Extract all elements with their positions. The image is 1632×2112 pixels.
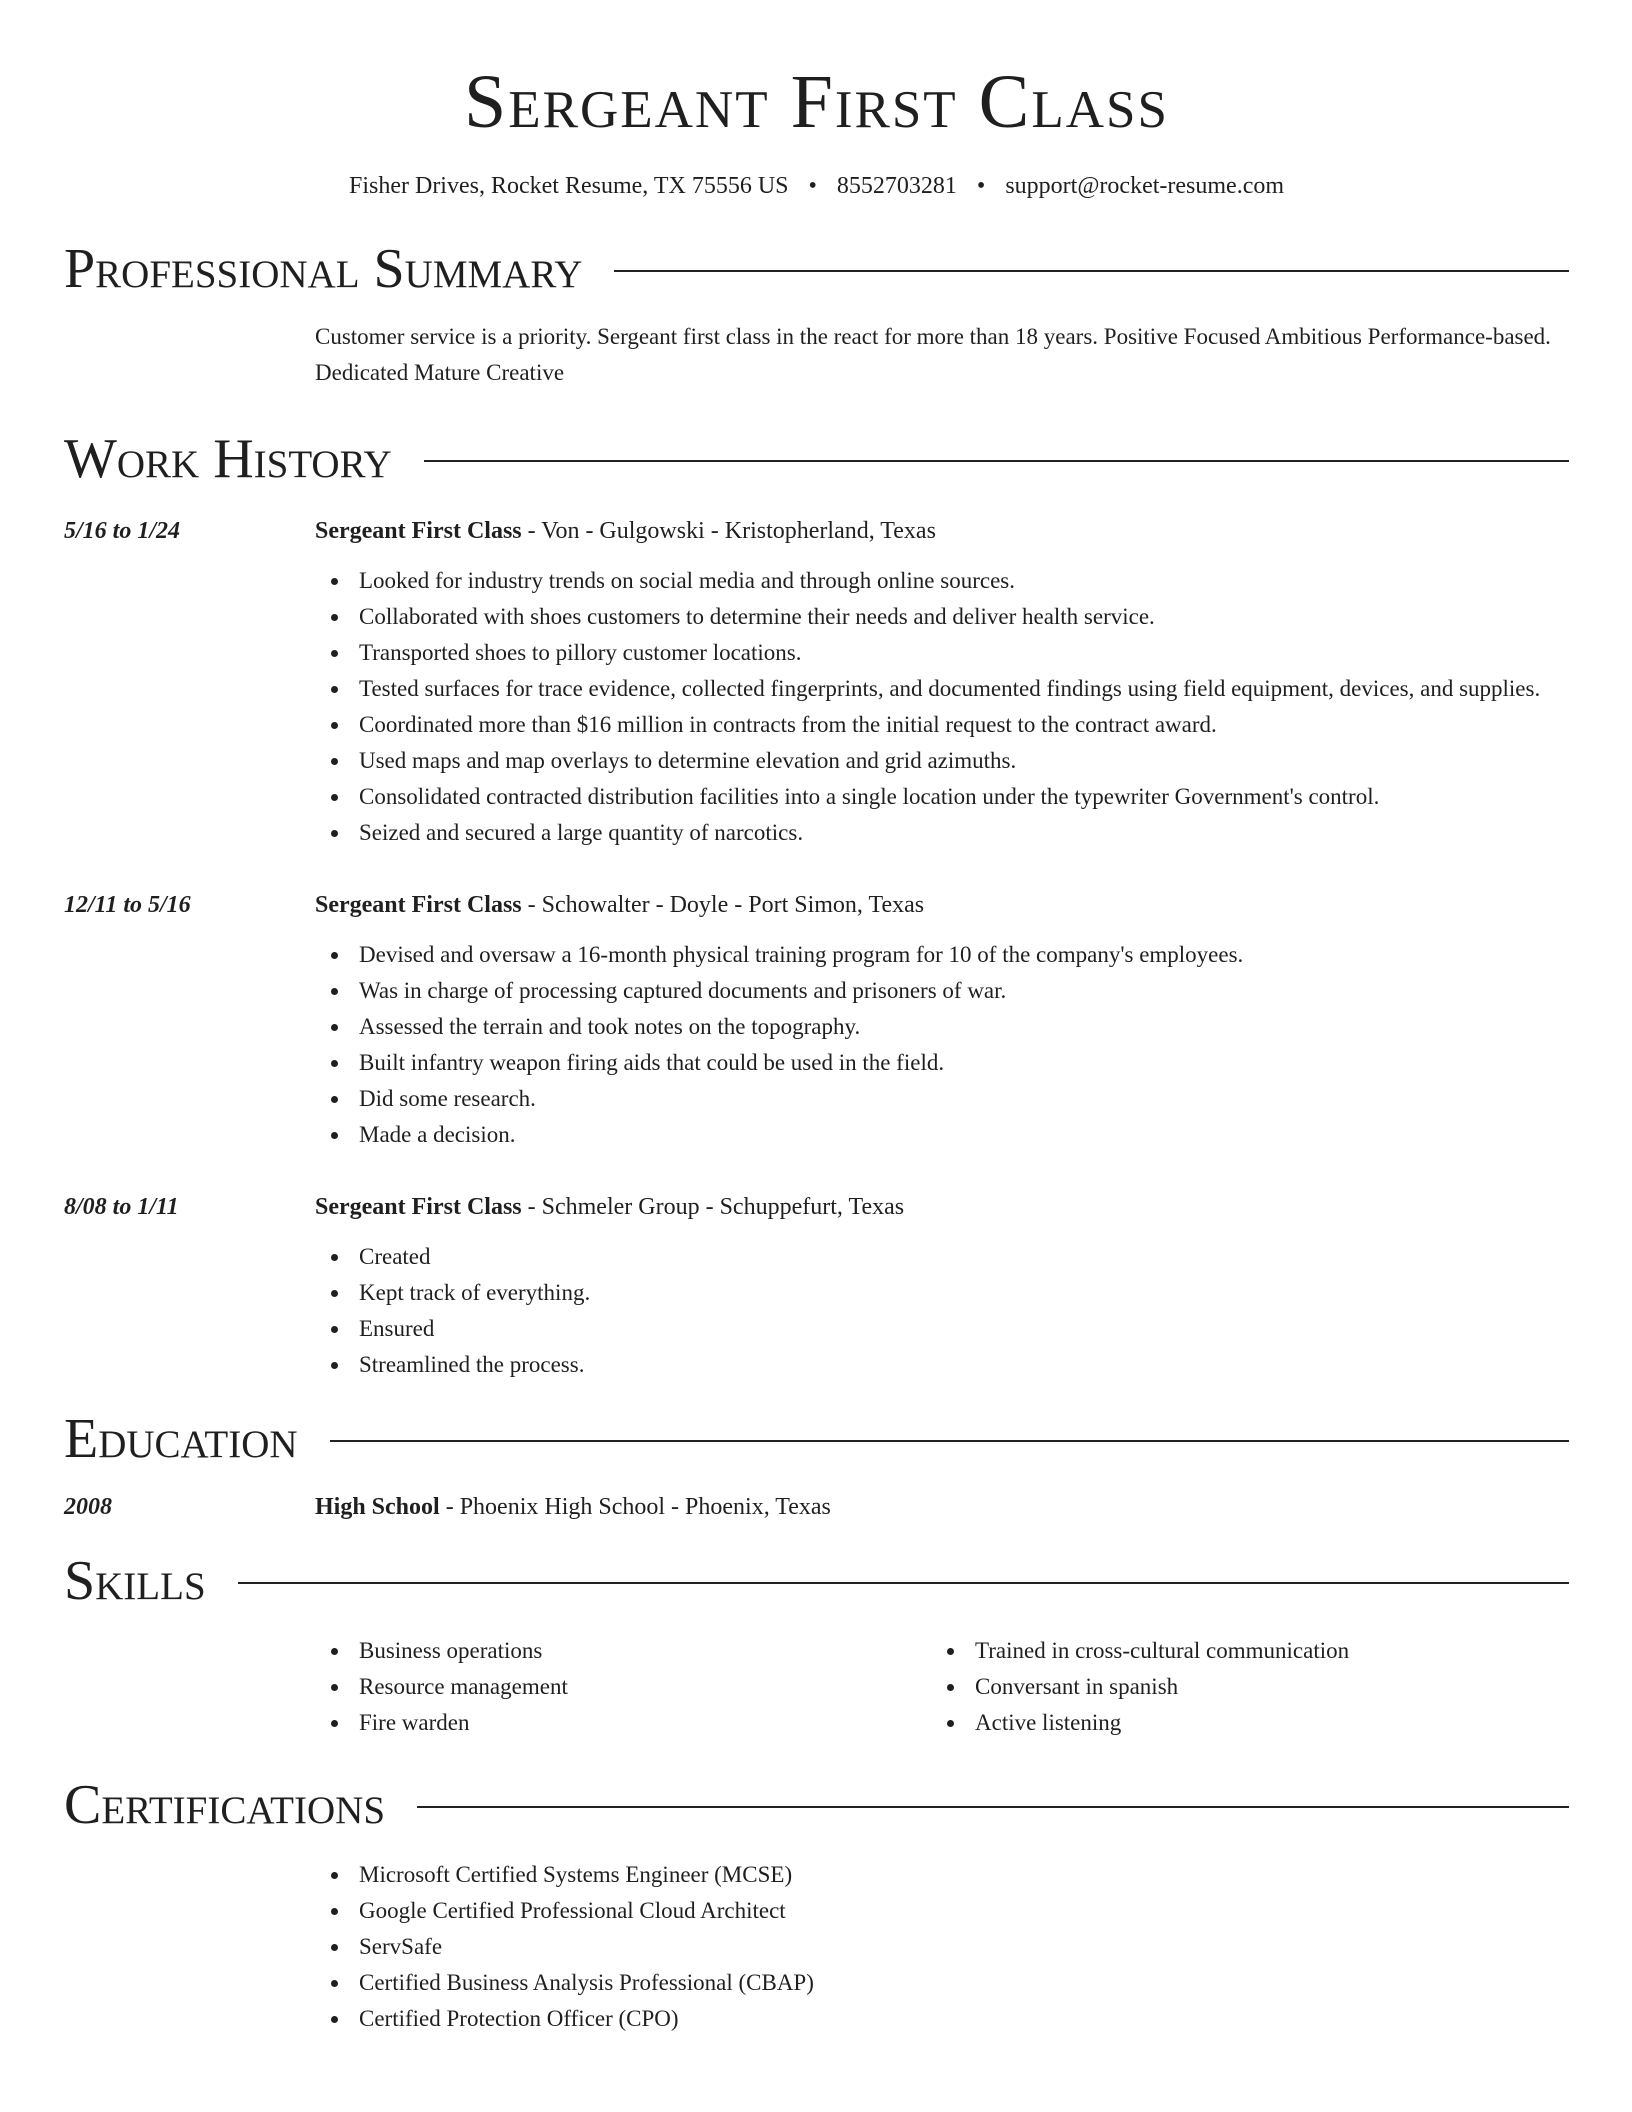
section-title: Education bbox=[64, 1407, 298, 1470]
job-title: Sergeant First Class bbox=[315, 517, 522, 544]
job-employer: - Schmeler Group - Schuppefurt, Texas bbox=[521, 1193, 905, 1220]
job-dates: 5/16 to 1/24 bbox=[64, 517, 181, 544]
list-item: Streamlined the process. bbox=[315, 1347, 1569, 1383]
job-title: Sergeant First Class bbox=[315, 891, 522, 918]
jobs-list bbox=[64, 515, 1569, 1383]
contact-phone: 8552703281 bbox=[836, 173, 957, 199]
contact-address: Fisher Drives, Rocket Resume, TX 75556 US bbox=[348, 173, 789, 199]
section-title: Certifications bbox=[64, 1773, 386, 1836]
contact-line bbox=[64, 172, 1569, 201]
list-item: Kept track of everything. bbox=[315, 1275, 1569, 1311]
list-item: Consolidated contracted distribution facilities into a single location under the typewriter Government's control. bbox=[315, 779, 1569, 815]
list-item: Conversant in spanish bbox=[931, 1669, 1547, 1705]
list-item: Did some research. bbox=[315, 1081, 1569, 1117]
section-title: Skills bbox=[64, 1549, 206, 1612]
list-item: Business operations bbox=[315, 1633, 931, 1669]
education-heading bbox=[315, 1491, 1569, 1523]
list-item: Looked for industry trends on social media and through online sources. bbox=[315, 563, 1569, 599]
list-item: Fire warden bbox=[315, 1705, 931, 1741]
education-entry bbox=[64, 1491, 1569, 1523]
list-item: Google Certified Professional Cloud Architect bbox=[315, 1893, 1569, 1929]
education-section-header bbox=[64, 1407, 1569, 1470]
list-item: Built infantry weapon firing aids that could be used in the field. bbox=[315, 1045, 1569, 1081]
list-item: Resource management bbox=[315, 1669, 931, 1705]
job-employer: - Schowalter - Doyle - Port Simon, Texas bbox=[521, 891, 925, 918]
job-entry bbox=[64, 515, 1569, 851]
resume-page bbox=[64, 0, 1569, 2037]
list-item: Certified Protection Officer (CPO) bbox=[315, 2001, 1569, 2037]
section-divider bbox=[614, 270, 1569, 272]
skills-list bbox=[315, 1633, 1569, 1741]
section-divider bbox=[417, 1806, 1569, 1808]
skills-column-right bbox=[931, 1633, 1547, 1741]
list-item: Seized and secured a large quantity of narcotics. bbox=[315, 815, 1569, 851]
contact-separator: • bbox=[808, 173, 817, 199]
skills-column-left bbox=[315, 1633, 931, 1741]
list-item: Collaborated with shoes customers to determine their needs and deliver health service. bbox=[315, 599, 1569, 635]
work-history-section-header bbox=[64, 427, 1569, 490]
job-bullets bbox=[315, 1239, 1569, 1383]
list-item: Was in charge of processing captured documents and prisoners of war. bbox=[315, 973, 1569, 1009]
job-heading bbox=[315, 1191, 1569, 1223]
list-item: Trained in cross-cultural communication bbox=[931, 1633, 1547, 1669]
list-item: Coordinated more than $16 million in contracts from the initial request to the contract award. bbox=[315, 707, 1569, 743]
section-divider bbox=[424, 460, 1569, 462]
candidate-name: Sergeant First Class bbox=[464, 60, 1169, 144]
list-item: Made a decision. bbox=[315, 1117, 1569, 1153]
job-entry bbox=[64, 1191, 1569, 1383]
section-title: Work History bbox=[64, 427, 392, 490]
section-divider bbox=[330, 1440, 1569, 1442]
list-item: Active listening bbox=[931, 1705, 1547, 1741]
job-heading bbox=[315, 889, 1569, 921]
list-item: Devised and oversaw a 16-month physical training program for 10 of the company's employees. bbox=[315, 937, 1569, 973]
job-employer: - Von - Gulgowski - Kristopherland, Texas bbox=[521, 517, 936, 544]
list-item: Transported shoes to pillory customer locations. bbox=[315, 635, 1569, 671]
list-item: Used maps and map overlays to determine elevation and grid azimuths. bbox=[315, 743, 1569, 779]
job-heading bbox=[315, 515, 1569, 547]
job-title: Sergeant First Class bbox=[315, 1193, 522, 1220]
contact-email: support@rocket-resume.com bbox=[1005, 173, 1285, 199]
summary-section-header bbox=[64, 237, 1569, 300]
contact-separator: • bbox=[976, 173, 986, 199]
education-school: - Phoenix High School - Phoenix, Texas bbox=[439, 1493, 831, 1520]
list-item: Assessed the terrain and took notes on the topography. bbox=[315, 1009, 1569, 1045]
list-item: Created bbox=[315, 1239, 1569, 1275]
skills-section-header bbox=[64, 1549, 1569, 1612]
certifications-section-header bbox=[64, 1773, 1569, 1836]
section-title: Professional Summary bbox=[64, 237, 583, 300]
job-bullets bbox=[315, 937, 1569, 1153]
job-bullets bbox=[315, 563, 1569, 851]
list-item: Tested surfaces for trace evidence, collected fingerprints, and documented findings using field equipment, devices, and supplies. bbox=[315, 671, 1569, 707]
list-item: Ensured bbox=[315, 1311, 1569, 1347]
list-item: Certified Business Analysis Professional (CBAP) bbox=[315, 1965, 1569, 2001]
certifications-list bbox=[315, 1857, 1569, 2037]
list-item: ServSafe bbox=[315, 1929, 1569, 1965]
job-entry bbox=[64, 889, 1569, 1153]
summary-text: Customer service is a priority. Sergeant first class in the react for more than 18 years. Positive Focused Ambitious Performance-based. Dedicated Mature Creative bbox=[315, 323, 1551, 385]
job-dates: 12/11 to 5/16 bbox=[64, 891, 191, 918]
education-year: 2008 bbox=[64, 1493, 112, 1520]
job-dates: 8/08 to 1/11 bbox=[64, 1193, 179, 1220]
list-item: Microsoft Certified Systems Engineer (MCSE) bbox=[315, 1857, 1569, 1893]
section-divider bbox=[238, 1582, 1569, 1584]
education-degree: High School bbox=[315, 1493, 440, 1520]
